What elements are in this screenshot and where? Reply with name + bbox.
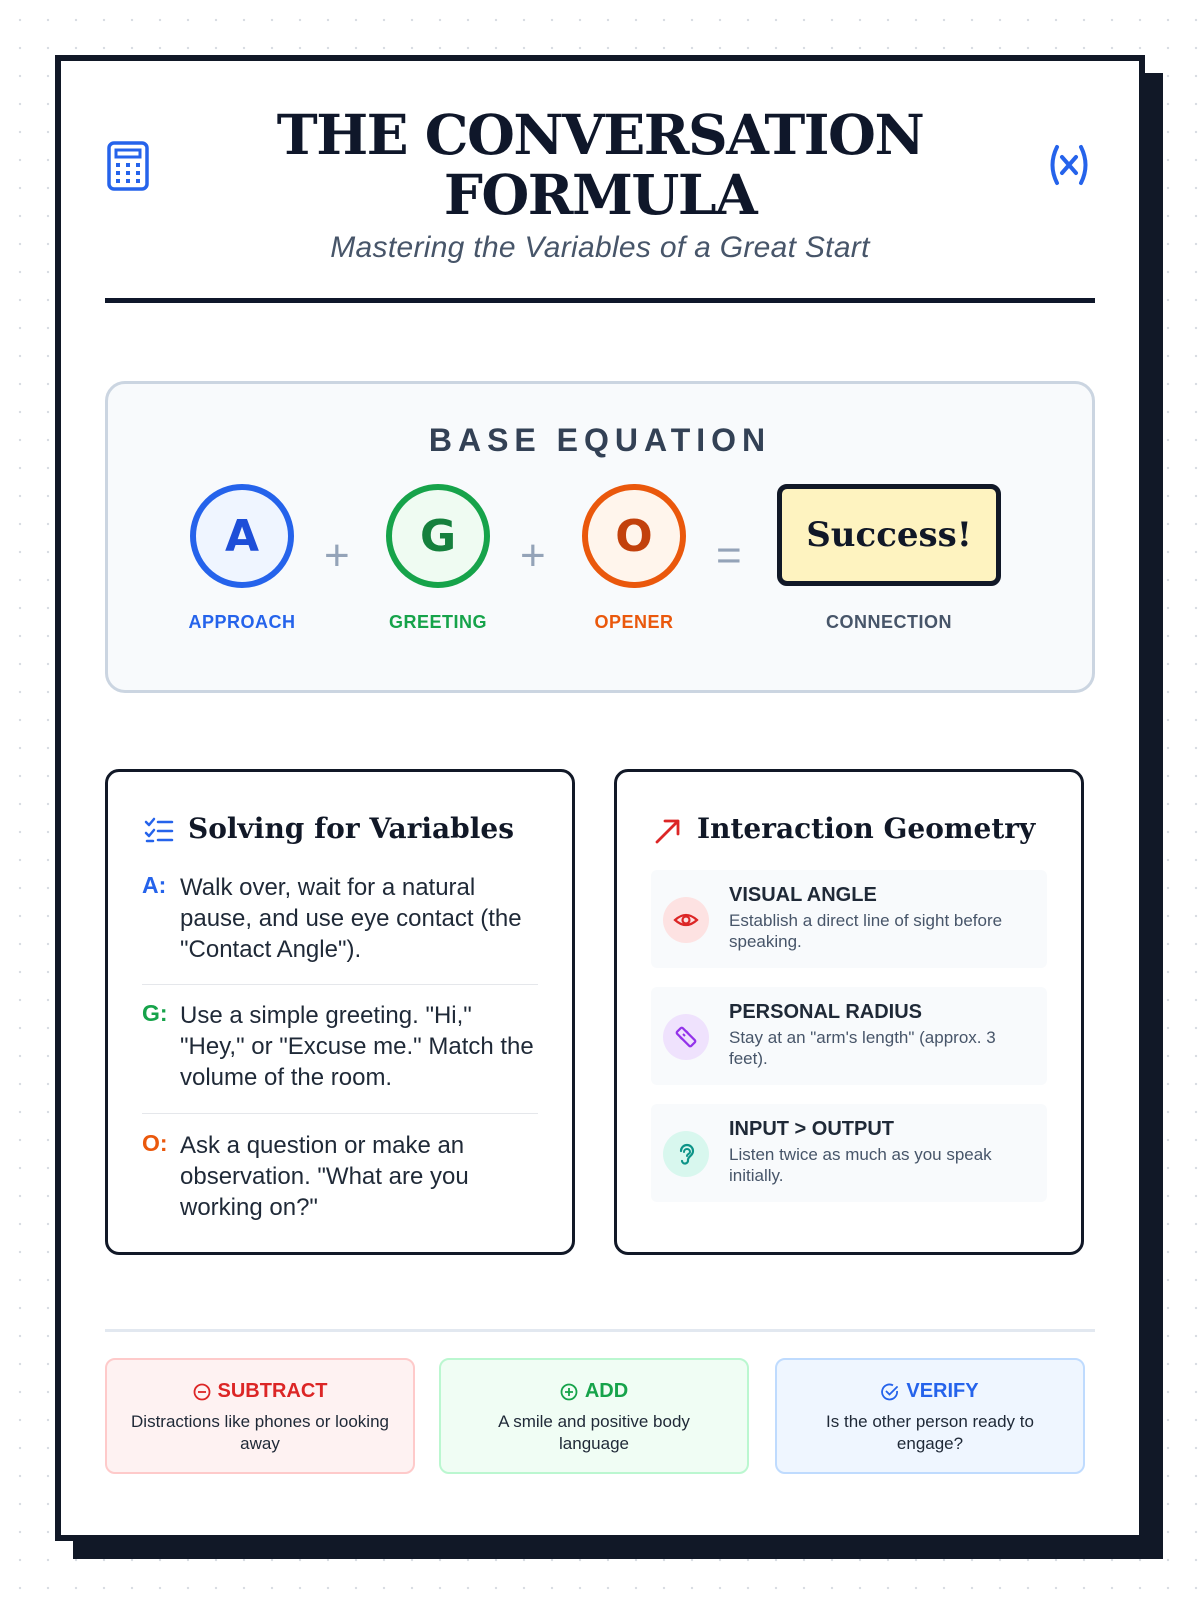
tip-title: VERIFY <box>906 1380 979 1402</box>
equals-operator: = <box>716 531 742 580</box>
list-checks-icon <box>144 816 174 846</box>
geometry-item-title: VISUAL ANGLE <box>729 884 877 906</box>
page-title: THE CONVERSATION FORMULA <box>276 102 924 227</box>
variable-key: G: <box>142 1000 168 1026</box>
minus-circle-icon <box>193 1383 211 1401</box>
variable-item <box>142 1130 538 1223</box>
calculator-icon <box>107 141 149 191</box>
geometry-item-title: INPUT > OUTPUT <box>729 1118 895 1140</box>
section-divider <box>105 1329 1095 1332</box>
variable-text: Use a simple greeting. "Hi," "Hey," or "Excuse me." Match the volume of the room. <box>180 1002 534 1091</box>
connection-label: CONNECTION <box>826 612 952 632</box>
variable-text: Ask a question or make an observation. "What are you working on?" <box>180 1132 469 1221</box>
variable-item <box>142 872 538 965</box>
tip-desc: A smile and positive body language <box>498 1412 690 1453</box>
header-divider <box>105 298 1095 303</box>
function-variable-icon <box>1045 141 1093 189</box>
plus-circle-icon <box>560 1383 578 1401</box>
tip-title: ADD <box>584 1380 629 1402</box>
greeting-circle: G <box>386 484 490 588</box>
geometry-title: Interaction Geometry <box>697 812 1036 845</box>
geometry-item <box>651 987 1047 1085</box>
variable-item <box>142 1000 538 1093</box>
variables-panel <box>105 769 575 1255</box>
geometry-item-desc: Listen twice as much as you speak initially. <box>729 1145 992 1185</box>
plus-operator: + <box>520 531 546 580</box>
eye-icon <box>663 897 709 943</box>
tip-desc: Is the other person ready to engage? <box>826 1412 1034 1453</box>
variable-text: Walk over, wait for a natural pause, and use eye contact (the "Contact Angle"). <box>180 874 522 963</box>
formula-card <box>55 55 1145 1541</box>
plus-operator: + <box>324 531 350 580</box>
ear-icon <box>663 1131 709 1177</box>
geometry-item-desc: Stay at an "arm's length" (approx. 3 feet). <box>729 1028 996 1068</box>
check-circle-icon <box>881 1383 899 1401</box>
tip-add <box>439 1358 749 1474</box>
ruler-icon <box>663 1014 709 1060</box>
success-result: Success! <box>777 484 1001 586</box>
tip-desc: Distractions like phones or looking away <box>131 1412 389 1453</box>
divider <box>142 984 538 985</box>
equation-title: BASE EQUATION <box>428 422 772 458</box>
geometry-item <box>651 1104 1047 1202</box>
tip-subtract <box>105 1358 415 1474</box>
tip-verify <box>775 1358 1085 1474</box>
base-equation <box>105 381 1095 693</box>
geometry-item-title: PERSONAL RADIUS <box>729 1001 922 1023</box>
divider <box>142 1113 538 1114</box>
variable-key: A: <box>142 872 167 898</box>
greeting-label: GREETING <box>388 612 487 632</box>
header <box>61 61 1139 311</box>
geometry-item-desc: Establish a direct line of sight before speaking. <box>729 911 1003 951</box>
geometry-panel <box>614 769 1084 1255</box>
approach-label: APPROACH <box>188 612 296 632</box>
geometry-item <box>651 870 1047 968</box>
opener-label: OPENER <box>594 612 674 632</box>
variables-title: Solving for Variables <box>188 812 514 845</box>
opener-circle: O <box>582 484 686 588</box>
trend-arrow-icon <box>653 816 683 846</box>
page-subtitle: Mastering the Variables of a Great Start <box>330 231 870 264</box>
approach-circle: A <box>190 484 294 588</box>
tip-title: SUBTRACT <box>217 1380 328 1402</box>
variable-key: O: <box>142 1130 168 1156</box>
